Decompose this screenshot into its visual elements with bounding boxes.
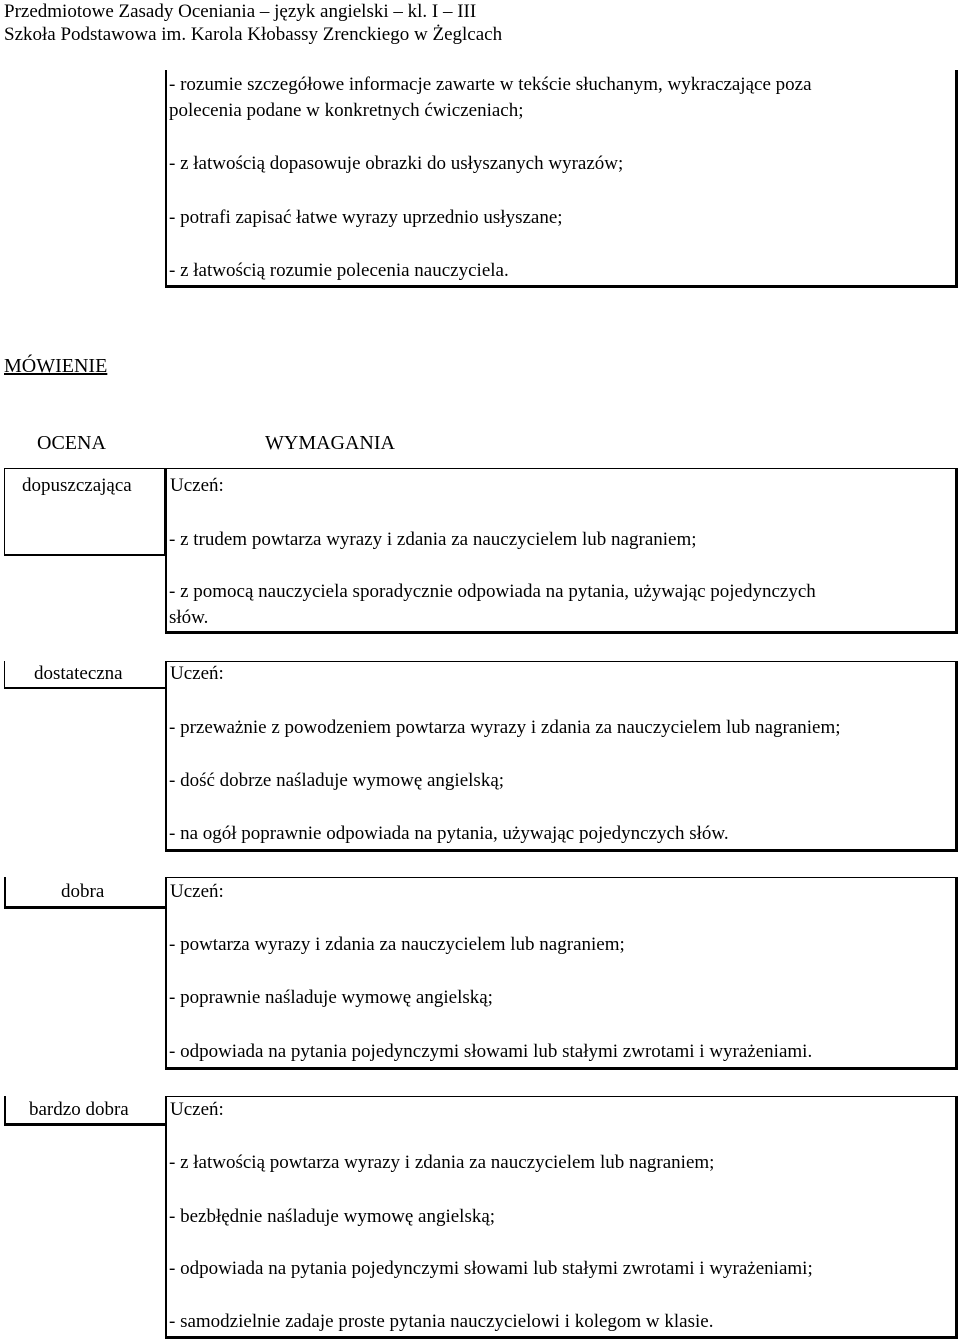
grade-intro: Uczeń: [170, 663, 224, 684]
grade-requirements-box [165, 468, 958, 634]
requirement-item: - poprawnie naśladuje wymowę angielską; [169, 987, 493, 1008]
grade-label: dobra [61, 881, 105, 902]
grade-intro: Uczeń: [170, 1099, 224, 1120]
top-line: - z łatwością rozumie polecenia nauczyciela. [169, 260, 509, 281]
top-line: - potrafi zapisać łatwe wyrazy uprzednio usłyszane; [169, 207, 563, 228]
requirement-item: - powtarza wyrazy i zdania za nauczycielem lub nagraniem; [169, 934, 625, 955]
top-line: - z łatwością dopasowuje obrazki do usłyszanych wyrazów; [169, 153, 624, 174]
grade-intro: Uczeń: [170, 881, 224, 902]
grade-label: bardzo dobra [29, 1099, 129, 1120]
header-school: Szkoła Podstawowa im. Karola Kłobassy Zrenckiego w Żeglcach [4, 24, 503, 45]
grade-label: dopuszczająca [22, 475, 132, 496]
requirement-item: - samodzielnie zadaje proste pytania nauczycielowi i kolegom w klasie. [169, 1311, 714, 1332]
requirement-item: - z trudem powtarza wyrazy i zdania za nauczycielem lub nagraniem; [169, 529, 697, 550]
header-title: Przedmiotowe Zasady Oceniania – język angielski – kl. I – III [4, 1, 477, 22]
top-line: polecenia podane w konkretnych ćwiczeniach; [169, 100, 524, 121]
document-header [4, 0, 502, 46]
requirement-item: słów. [169, 607, 209, 628]
section-title: MÓWIENIE [4, 355, 108, 377]
requirement-item: - bezbłędnie naśladuje wymowę angielską; [169, 1206, 496, 1227]
requirement-item: - odpowiada na pytania pojedynczymi słowami lub stałymi zwrotami i wyrażeniami. [169, 1041, 813, 1062]
top-line: - rozumie szczegółowe informacje zawarte w tekście słuchanym, wykraczające poza [169, 74, 812, 95]
requirement-item: - z łatwością powtarza wyrazy i zdania za nauczycielem lub nagraniem; [169, 1152, 715, 1173]
column-header-grade: OCENA [37, 432, 106, 454]
requirement-item: - dość dobrze naśladuje wymowę angielską; [169, 770, 505, 791]
grade-label: dostateczna [34, 663, 123, 684]
requirement-item: - na ogół poprawnie odpowiada na pytania, używając pojedynczych słów. [169, 823, 729, 844]
requirement-item: - przeważnie z powodzeniem powtarza wyrazy i zdania za nauczycielem lub nagraniem; [169, 717, 841, 738]
grade-intro: Uczeń: [170, 475, 224, 496]
column-header-requirements: WYMAGANIA [265, 432, 395, 454]
requirement-item: - z pomocą nauczyciela sporadycznie odpowiada na pytania, używając pojedynczych [169, 581, 816, 602]
requirement-item: - odpowiada na pytania pojedynczymi słowami lub stałymi zwrotami i wyrażeniami; [169, 1258, 813, 1279]
